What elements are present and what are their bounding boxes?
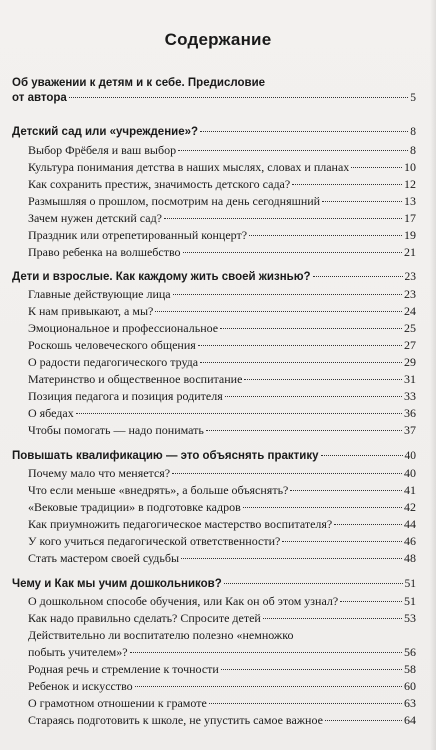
- toc-chapter-4[interactable]: [12, 577, 416, 591]
- dot-leader: [135, 686, 402, 687]
- toc-item[interactable]: [12, 500, 416, 514]
- page-edge-shadow: [430, 0, 436, 750]
- toc-page-number: 10: [404, 160, 416, 174]
- dot-leader: [200, 362, 402, 363]
- toc-item[interactable]: [12, 679, 416, 693]
- toc-item-label: Зачем нужен детский сад?: [28, 211, 163, 225]
- dot-leader: [173, 294, 402, 295]
- dot-leader: [292, 184, 402, 185]
- toc-item[interactable]: [12, 211, 416, 225]
- toc-item-label: О грамотном отношении к грамоте: [28, 696, 207, 710]
- toc-page-number: 29: [404, 355, 416, 369]
- toc-page-number: 23: [404, 287, 416, 301]
- toc-item[interactable]: [12, 662, 416, 676]
- dot-leader: [221, 669, 402, 670]
- toc-page-number: 51: [404, 578, 416, 590]
- toc-page-number: 17: [404, 211, 416, 225]
- toc-item[interactable]: [12, 304, 416, 318]
- toc-item-label: Стать мастером своей судьбы: [28, 551, 180, 565]
- dot-leader: [351, 167, 402, 168]
- toc-page-number: 12: [404, 177, 416, 191]
- toc-item[interactable]: [12, 594, 416, 608]
- toc-page-number: 13: [404, 194, 416, 208]
- toc-item-label: О ябедах: [28, 406, 74, 420]
- toc-page-number: 41: [404, 483, 416, 497]
- toc-page-number: 42: [404, 500, 416, 514]
- dot-leader: [220, 328, 402, 329]
- toc-page-number: 53: [404, 611, 416, 625]
- toc-page-number: 8: [410, 126, 416, 138]
- toc-item-label: Размышляя о прошлом, посмотрим на день сегодняшний: [28, 194, 321, 208]
- toc-page-number: 5: [410, 92, 416, 104]
- dot-leader: [313, 276, 403, 277]
- dot-leader: [181, 558, 402, 559]
- dot-leader: [172, 473, 402, 474]
- toc-item[interactable]: [12, 177, 416, 191]
- toc-item-label: Как сохранить престиж, значимость детского сада?: [28, 177, 291, 191]
- toc-item[interactable]: [12, 389, 416, 403]
- dot-leader: [321, 455, 403, 456]
- dot-leader: [164, 218, 402, 219]
- toc-preface-title: Об уважении к детям и к себе. Предисловие: [12, 77, 266, 89]
- dot-leader: [76, 413, 402, 414]
- dot-leader: [225, 396, 402, 397]
- toc-page-number: 33: [404, 389, 416, 403]
- toc-item[interactable]: [12, 696, 416, 710]
- dot-leader: [69, 97, 408, 98]
- toc-page-number: 63: [404, 696, 416, 710]
- toc-chapter-title: Дети и взрослые. Как каждому жить своей жизнью?: [12, 271, 311, 283]
- toc-item[interactable]: [12, 713, 416, 727]
- toc-page-number: 37: [404, 423, 416, 437]
- toc-item-label: О радости педагогического труда: [28, 355, 199, 369]
- dot-leader: [322, 201, 402, 202]
- toc-item-label: Стараясь подготовить к школе, не упустить самое важное: [28, 713, 323, 727]
- toc-item[interactable]: [12, 466, 416, 480]
- toc-item-label: Право ребенка на волшебство: [28, 245, 181, 259]
- toc-item[interactable]: [12, 245, 416, 259]
- toc-item[interactable]: [12, 143, 416, 157]
- toc-item-label: Как приумножить педагогическое мастерство воспитателя?: [28, 517, 333, 531]
- toc-page-number: 51: [404, 594, 416, 608]
- dot-leader: [178, 150, 408, 151]
- dot-leader: [206, 430, 402, 431]
- toc-item[interactable]: [12, 534, 416, 548]
- toc-item-label: Материнство и общественное воспитание: [28, 372, 243, 386]
- dot-leader: [263, 618, 402, 619]
- toc-page-number: 8: [410, 143, 416, 157]
- toc-item[interactable]: [12, 160, 416, 174]
- toc-preface-title-cont: от автора: [12, 92, 67, 104]
- toc-item[interactable]: [12, 517, 416, 531]
- toc-item-label: Главные действующие лица: [28, 287, 171, 301]
- toc-chapter-title: Детский сад или «учреждение»?: [12, 126, 199, 138]
- toc-item-label: Как надо правильно сделать? Спросите детей: [28, 611, 261, 625]
- toc-item-label: Почему мало что меняется?: [28, 466, 171, 480]
- toc-preface-entry[interactable]: [12, 91, 416, 105]
- toc-item-label: Позиция педагога и позиция родителя: [28, 389, 223, 403]
- dot-leader: [243, 507, 402, 508]
- toc-item[interactable]: [12, 611, 416, 625]
- toc-item[interactable]: [12, 423, 416, 437]
- toc-item[interactable]: [12, 406, 416, 420]
- toc-page-number: 24: [404, 304, 416, 318]
- toc-item-label: Праздник или отрепетированный концерт?: [28, 228, 248, 242]
- toc-item-label: О дошкольном способе обучения, или Как он об этом узнал?: [28, 594, 339, 608]
- toc-item-label: Выбор Фрёбеля и ваш выбор: [28, 143, 177, 157]
- toc-item-label: Действительно ли воспитателю полезно «немножко: [28, 628, 294, 642]
- toc-chapter-3[interactable]: [12, 449, 416, 463]
- toc-page-number: 36: [404, 406, 416, 420]
- dot-leader: [198, 345, 402, 346]
- dot-leader: [155, 311, 402, 312]
- toc-item[interactable]: [12, 355, 416, 369]
- dot-leader: [249, 235, 402, 236]
- page-title: Содержание: [164, 30, 272, 49]
- dot-leader: [325, 720, 402, 721]
- toc-chapter-title: Повышать квалификацию — это объяснять практику: [12, 450, 319, 462]
- toc-item-line1: [12, 628, 416, 642]
- toc-page-number: 27: [404, 338, 416, 352]
- toc-item-label: Что если меньше «внедрять», а больше объяснять?: [28, 483, 289, 497]
- toc-page-number: 19: [404, 228, 416, 242]
- toc-item-label: Родная речь и стремление к точности: [28, 662, 219, 676]
- toc-item-label: Чтобы помогать — надо понимать: [28, 423, 204, 437]
- toc-item-label: Ребенок и искусство: [28, 679, 133, 693]
- toc-page-number: 40: [404, 466, 416, 480]
- toc-item[interactable]: [12, 372, 416, 386]
- toc-item[interactable]: [12, 321, 416, 335]
- dot-leader: [224, 583, 403, 584]
- toc-chapter-2[interactable]: [12, 270, 416, 284]
- toc-page-number: 21: [404, 245, 416, 259]
- toc-item[interactable]: [12, 287, 416, 301]
- toc-item-label: Эмоциональное и профессиональное: [28, 321, 219, 335]
- toc-page-number: 48: [404, 551, 416, 565]
- toc-page-number: 23: [404, 271, 416, 283]
- dot-leader: [183, 252, 402, 253]
- toc-page-number: 40: [404, 450, 416, 462]
- dot-leader: [209, 703, 402, 704]
- toc-item-label: У кого учиться педагогической ответственности?: [28, 534, 281, 548]
- toc-item-label: Роскошь человеческого общения: [28, 338, 196, 352]
- dot-leader: [334, 524, 402, 525]
- dot-leader: [282, 541, 402, 542]
- toc-item-label-cont: побыть учителем»?: [28, 645, 128, 659]
- dot-leader: [340, 601, 402, 602]
- dot-leader: [130, 652, 402, 653]
- toc-page-number: 56: [404, 645, 416, 659]
- dot-leader: [290, 490, 402, 491]
- toc-chapter-title: Чему и Как мы учим дошкольников?: [12, 578, 222, 590]
- toc-page-number: 25: [404, 321, 416, 335]
- toc-item[interactable]: [12, 551, 416, 565]
- dot-leader: [200, 131, 408, 132]
- toc-chapter-1[interactable]: [12, 125, 416, 139]
- toc-item[interactable]: [12, 194, 416, 208]
- toc-page-number: 46: [404, 534, 416, 548]
- toc-item-label: К нам привыкают, а мы?: [28, 304, 154, 318]
- toc-preface-line1: [12, 76, 416, 90]
- toc-item-label: «Вековые традиции» в подготовке кадров: [28, 500, 241, 514]
- toc-item-label: Культура понимания детства в наших мыслях, словах и планах: [28, 160, 350, 174]
- toc-page-number: 58: [404, 662, 416, 676]
- toc-item[interactable]: [12, 483, 416, 497]
- toc-page-number: 44: [404, 517, 416, 531]
- toc-page-number: 31: [404, 372, 416, 386]
- toc-page-number: 64: [404, 713, 416, 727]
- dot-leader: [244, 379, 402, 380]
- toc-item[interactable]: [12, 645, 416, 659]
- toc-page-number: 60: [404, 679, 416, 693]
- toc-item[interactable]: [12, 228, 416, 242]
- toc-item[interactable]: [12, 338, 416, 352]
